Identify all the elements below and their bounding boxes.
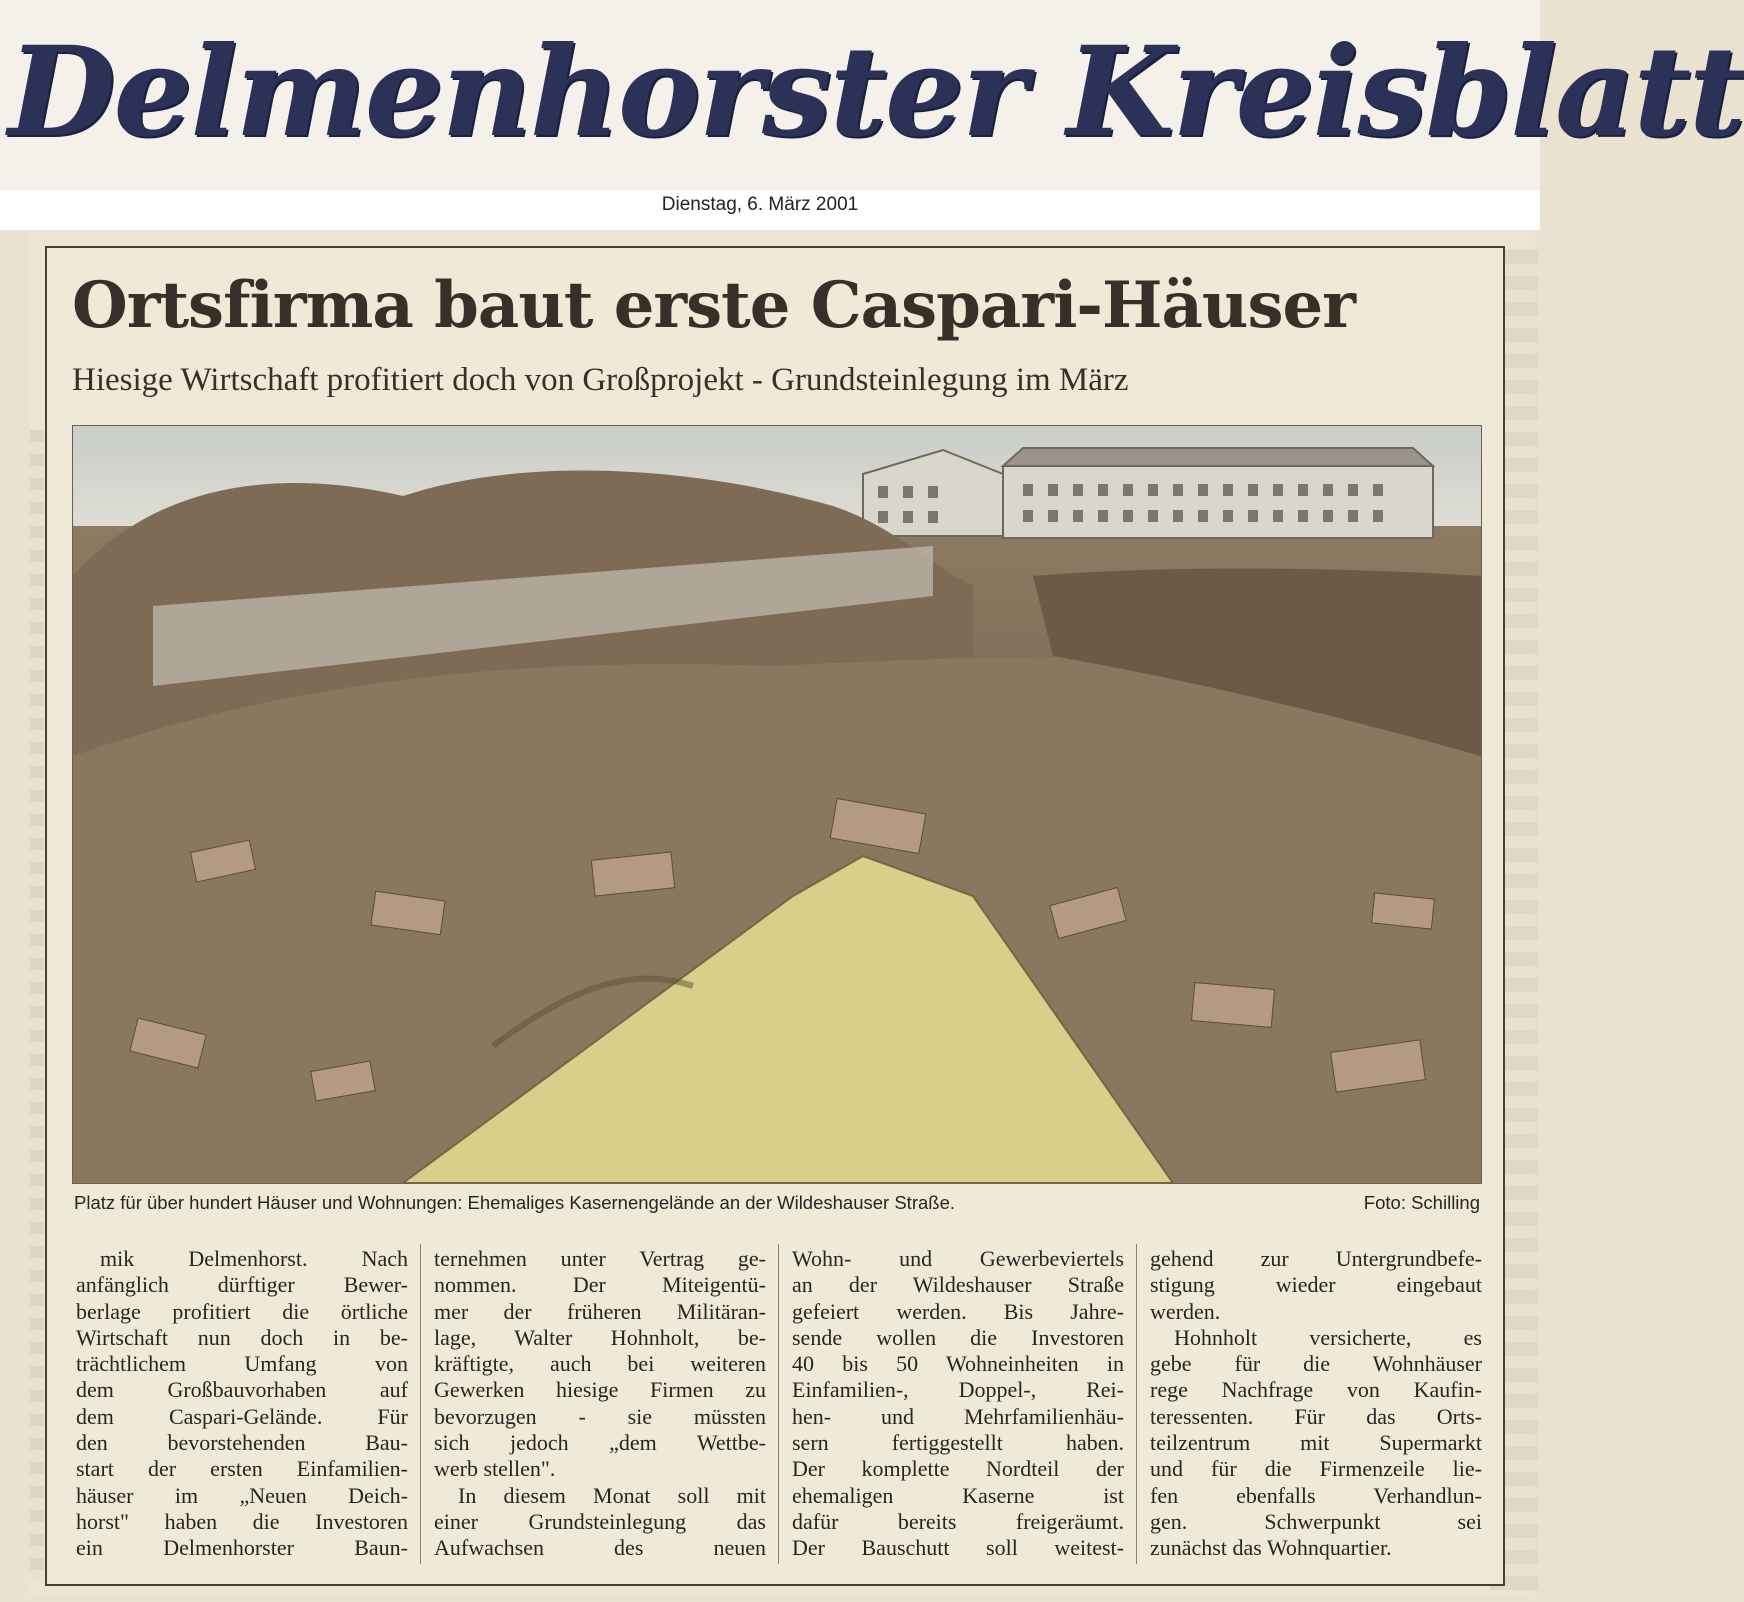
text-line: gebe für die Wohnhäuser bbox=[1150, 1351, 1482, 1377]
text-line: fen ebenfalls Verhandlun- bbox=[1150, 1482, 1482, 1508]
photo-caption: Platz für über hundert Häuser und Wohnungen: Ehemaliges Kasernengelände an der Wildeshauser Straße. bbox=[74, 1192, 955, 1213]
text-line: gehend zur Untergrundbefe- bbox=[1150, 1246, 1482, 1271]
text-line: Der komplette Nordteil der bbox=[792, 1456, 1124, 1482]
article-column-4 bbox=[1150, 1246, 1482, 1562]
text-line: einer Grundsteinlegung das bbox=[434, 1508, 766, 1534]
text-line: hen- und Mehrfamilienhäu- bbox=[792, 1403, 1124, 1429]
text-line: werden. bbox=[1150, 1298, 1221, 1324]
article-column-2 bbox=[434, 1246, 766, 1562]
text-line: sern fertiggestellt haben. bbox=[792, 1430, 1124, 1456]
text-line: anfänglich dürftiger Bewer- bbox=[76, 1272, 408, 1298]
text-line: an der Wildeshauser Straße bbox=[792, 1272, 1124, 1298]
text-line: Hohnholt versicherte, es bbox=[1174, 1324, 1482, 1350]
text-line: sende wollen die Investoren bbox=[792, 1324, 1124, 1350]
text-line: stigung wieder eingebaut bbox=[1150, 1272, 1482, 1298]
text-line: start der ersten Einfamilien- bbox=[76, 1456, 408, 1482]
text-line: sich jedoch „dem Wettbe- bbox=[434, 1430, 766, 1456]
text-line: häuser im „Neuen Deich- bbox=[76, 1482, 408, 1508]
text-line: 40 bis 50 Wohneinheiten in bbox=[792, 1351, 1124, 1377]
text-line: horst" haben die Investoren bbox=[76, 1508, 408, 1534]
column-divider bbox=[1136, 1244, 1137, 1564]
text-line: ternehmen unter Vertrag ge- bbox=[434, 1246, 766, 1271]
column-divider bbox=[420, 1244, 421, 1564]
text-line: mik Delmenhorst. Nach bbox=[100, 1246, 408, 1271]
article-subheadline: Hiesige Wirtschaft profitiert doch von Großprojekt - Grundsteinlegung im März bbox=[72, 362, 1129, 398]
column-divider bbox=[778, 1244, 779, 1564]
text-line: Wohn- und Gewerbeviertels bbox=[792, 1246, 1124, 1271]
text-line: Der Bauschutt soll weitest- bbox=[792, 1535, 1124, 1561]
text-line: trächtlichem Umfang von bbox=[76, 1351, 408, 1377]
article-headline: Ortsfirma baut erste Caspari-Häuser bbox=[72, 268, 1355, 343]
photo-credit: Foto: Schilling bbox=[1363, 1192, 1480, 1213]
text-line: gen. Schwerpunkt sei bbox=[1150, 1508, 1482, 1534]
text-line: dafür bereits freigeräumt. bbox=[792, 1508, 1124, 1534]
text-line: ein Delmenhorster Baun- bbox=[76, 1535, 408, 1561]
dateline: Dienstag, 6. März 2001 bbox=[661, 194, 859, 215]
text-line: den bevorstehenden Bau- bbox=[76, 1430, 408, 1456]
newspaper-masthead: Delmenhorster Kreisblatt bbox=[8, 20, 1744, 165]
text-line: ehemaligen Kaserne ist bbox=[792, 1482, 1124, 1508]
text-line: Wirtschaft nun doch in be- bbox=[76, 1324, 408, 1350]
text-line: lage, Walter Hohnholt, be- bbox=[434, 1324, 766, 1350]
text-line: und für die Firmenzeile lie- bbox=[1150, 1456, 1482, 1482]
article-photo bbox=[72, 425, 1482, 1184]
text-line: dem Caspari-Gelände. Für bbox=[76, 1403, 408, 1429]
text-line: zunächst das Wohnquartier. bbox=[1150, 1535, 1392, 1561]
text-line: In diesem Monat soll mit bbox=[458, 1482, 766, 1508]
text-line: kräftigte, auch bei weiteren bbox=[434, 1351, 766, 1377]
adjacent-page-edge bbox=[30, 430, 44, 1580]
text-line: werb stellen". bbox=[434, 1456, 556, 1482]
text-line: rege Nachfrage von Kaufin- bbox=[1150, 1377, 1482, 1403]
article-column-1 bbox=[76, 1246, 408, 1562]
text-line: nommen. Der Miteigentü- bbox=[434, 1272, 766, 1298]
demolition-site-photo bbox=[73, 426, 1481, 1183]
article-column-3 bbox=[792, 1246, 1124, 1562]
text-line: bevorzugen - sie müssten bbox=[434, 1403, 766, 1429]
text-line: Gewerken hiesige Firmen zu bbox=[434, 1377, 766, 1403]
text-line: dem Großbauvorhaben auf bbox=[76, 1377, 408, 1403]
text-line: mer der früheren Militäran- bbox=[434, 1298, 766, 1324]
text-line: Einfamilien-, Doppel-, Rei- bbox=[792, 1377, 1124, 1403]
text-line: teilzentrum mit Supermarkt bbox=[1150, 1430, 1482, 1456]
text-line: Aufwachsen des neuen bbox=[434, 1535, 766, 1561]
text-line: berlage profitiert die örtliche bbox=[76, 1298, 408, 1324]
text-line: gefeiert werden. Bis Jahre- bbox=[792, 1298, 1124, 1324]
text-line: teressenten. Für das Orts- bbox=[1150, 1403, 1482, 1429]
